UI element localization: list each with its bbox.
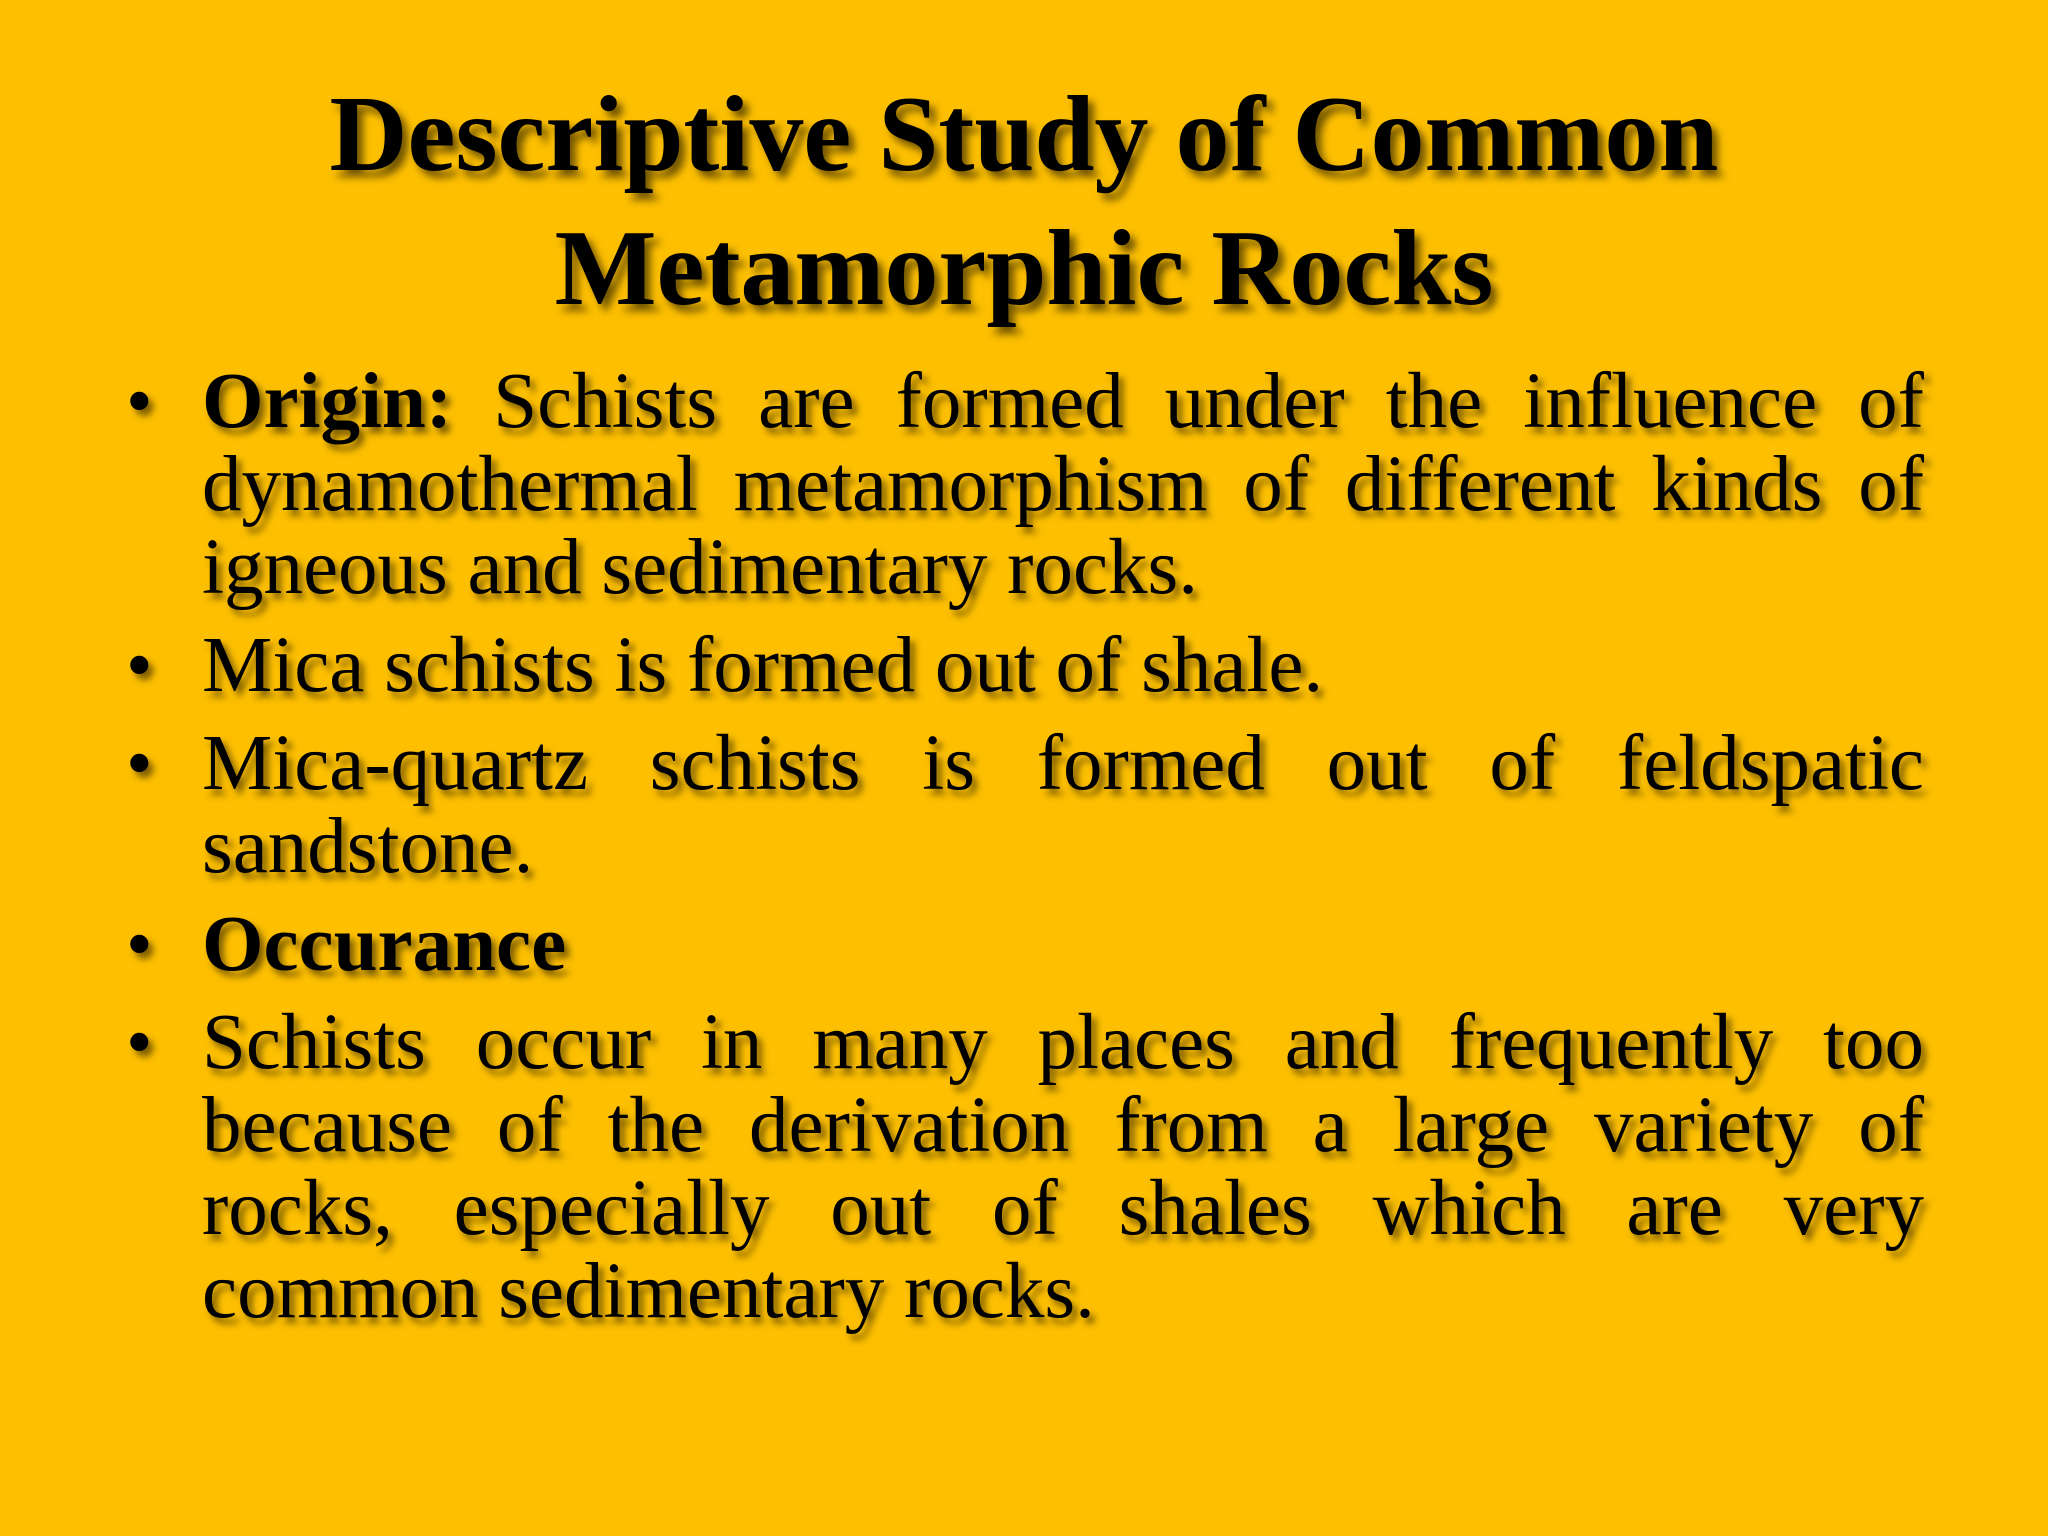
bullet-item-origin — [122, 360, 1924, 609]
bullet-list — [122, 360, 1924, 1348]
bullet-text: Schists occur in many places and frequently too because of the derivation from a large variety of rocks, especially out of shales which are very common sedimentary rocks. — [202, 999, 1924, 1335]
bullet-lead-label: Origin: — [202, 358, 453, 445]
bullet-text: Mica-quartz schists is formed out of feldspatic sandstone. — [202, 720, 1924, 890]
bullet-text — [202, 360, 1924, 609]
slide-title-line-1: Descriptive Study of Common — [329, 75, 1719, 194]
bullet-text: Mica schists is formed out of shale. — [202, 622, 1324, 709]
bullet-body: Schists are formed under the influence of dynamothermal metamorphism of different kinds of igneous and sedimentary rocks. — [202, 358, 1924, 611]
bullet-item-mica-quartz-schists — [122, 722, 1924, 888]
bullet-dot-icon: • — [126, 623, 153, 707]
bullet-item-schists-occur — [122, 1001, 1924, 1333]
bullet-item-occurance — [122, 903, 1924, 986]
bullet-dot-icon: • — [126, 902, 153, 986]
slide-title — [100, 68, 1948, 336]
slide-title-line-2: Metamorphic Rocks — [554, 209, 1494, 328]
bullet-dot-icon: • — [126, 1000, 153, 1084]
bullet-dot-icon: • — [126, 721, 153, 805]
bullet-dot-icon: • — [126, 359, 153, 443]
bullet-item-mica-schists — [122, 624, 1924, 707]
bullet-heading: Occurance — [202, 901, 567, 988]
